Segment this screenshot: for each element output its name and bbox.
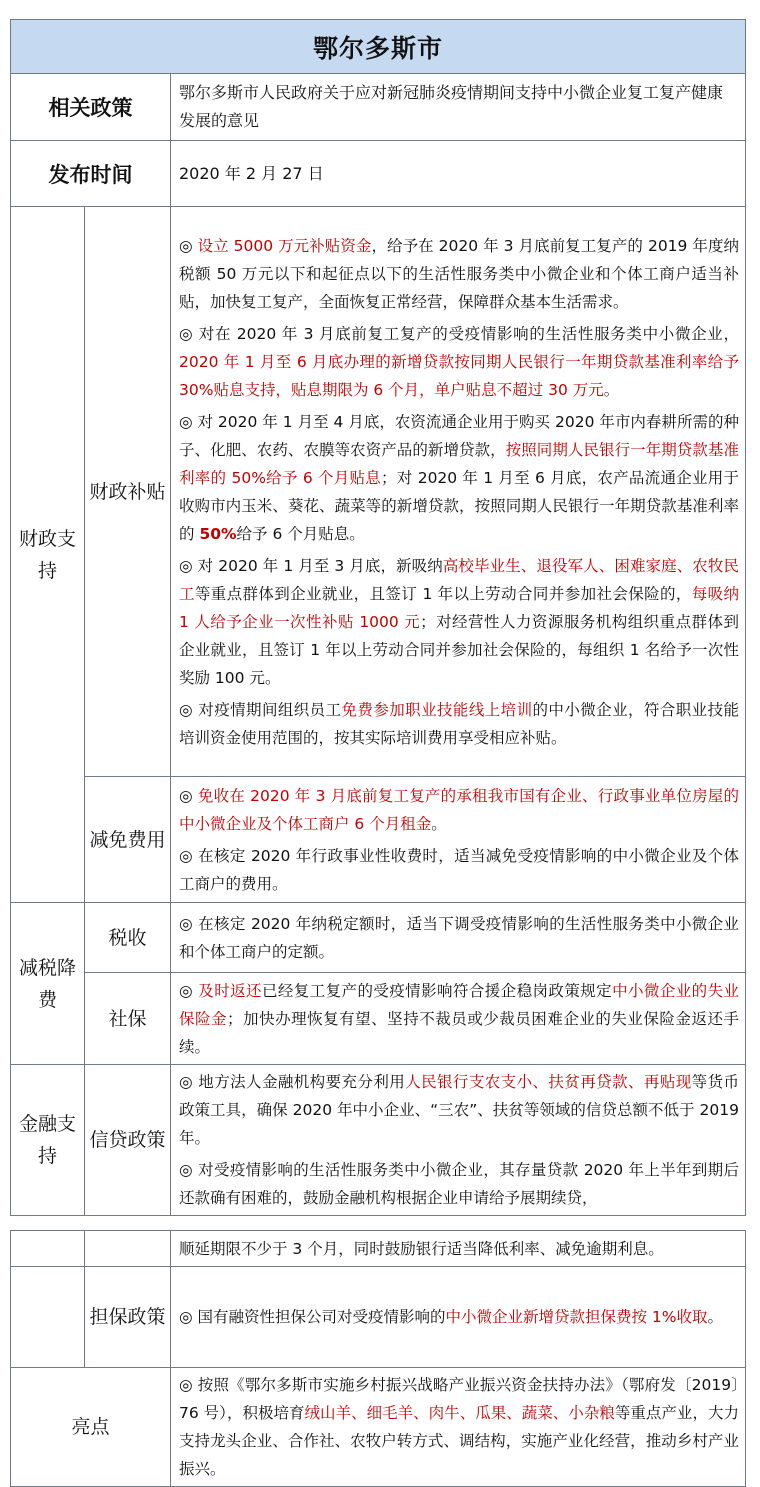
policy-table: [10, 19, 746, 1216]
fee-item-1: ◎ 免收在 2020 年 3 月底前复工复产的承租我市国有企业、行政事业单位房屋的中小微企业及个体工商户 6 个月租金。: [179, 786, 739, 833]
social-security-item-1: ◎ 及时返还已经复工复产的受疫情影响符合援企稳岗政策规定中小微企业的失业保险金；加快办理恢复有望、坚持不裁员或少裁员困难企业的失业保险金返还手续。: [179, 981, 739, 1056]
guarantee-items: [171, 1267, 746, 1368]
policy-label: 相关政策: [11, 74, 171, 141]
social-security-items: [171, 973, 746, 1065]
policy-table-continued: [10, 1230, 746, 1487]
subsidy-item-5: ◎ 对疫情期间组织员工免费参加职业技能线上培训的中小微企业，符合职业技能培训资金使用范围的，按其实际培训费用享受相应补贴。: [179, 700, 739, 747]
category-highlight: 亮点: [11, 1368, 171, 1487]
subcategory-subsidy: 财政补贴: [85, 207, 171, 777]
subcategory-fee-relief: 减免费用: [85, 777, 171, 903]
fee-item-2: ◎ 在核定 2020 年行政事业性收费时，适当减免受疫情影响的中小微企业及个体工商户的费用。: [179, 846, 739, 893]
tax-items: [171, 903, 746, 973]
subsidy-item-1: ◎ 设立 5000 万元补贴资金，给予在 2020 年 3 月底前复工复产的 2019 年度纳税额 50 万元以下和起征点以下的生活性服务类中小微企业和个体工商户适当补贴，加快复工复产，全面恢复正常经营，保障群众基本生活需求。: [179, 236, 739, 311]
subsidy-item-4: ◎ 对 2020 年 1 月至 3 月底，新吸纳高校毕业生、退役军人、困难家庭、农牧民工等重点群体到企业就业，且签订 1 年以上劳动合同并参加社会保险的，每吸纳 1 人给予企业一次性补贴 1000 元；对经营性人力资源服务机构组织重点群体到企业就业，且签订 1 年以上劳动合同并参加社会保险的，每组织 1 名给予一次性奖励 100 元。: [179, 556, 739, 687]
credit-item-2: ◎ 对受疫情影响的生活性服务类中小微企业，其存量贷款 2020 年上半年到期后还款确有困难的，鼓励金融机构根据企业申请给予展期续贷，: [179, 1161, 739, 1207]
policy-value: 鄂尔多斯市人民政府关于应对新冠肺炎疫情期间支持中小微企业复工复产健康发展的意见: [171, 74, 746, 141]
date-label: 发布时间: [11, 141, 171, 207]
credit-continued-empty: [85, 1231, 171, 1267]
subcategory-guarantee: 担保政策: [85, 1267, 171, 1368]
highlight-item-1: ◎ 按照《鄂尔多斯市实施乡村振兴战略产业振兴资金扶持办法》（鄂府发〔2019〕76 号），积极培育绒山羊、细毛羊、肉牛、瓜果、蔬菜、小杂粮等重点产业，大力支持龙头企业、合作社、农牧户转方式、调结构，实施产业化经营，推动乡村产业振兴。: [179, 1376, 739, 1478]
subsidy-items: [171, 207, 746, 777]
finance-continued-empty-2: [11, 1267, 85, 1368]
date-value: 2020 年 2 月 27 日: [171, 141, 746, 207]
fee-relief-items: [171, 777, 746, 903]
city-title: 鄂尔多斯市: [11, 20, 746, 74]
subcategory-tax: 税收: [85, 903, 171, 973]
finance-continued-empty: [11, 1231, 85, 1267]
subcategory-credit: 信贷政策: [85, 1065, 171, 1216]
category-finance: 金融支持: [11, 1065, 85, 1216]
credit-item-2-continued: 顺延期限不少于 3 个月，同时鼓励银行适当降低利率、减免逾期利息。: [171, 1231, 746, 1267]
subsidy-item-2: ◎ 对在 2020 年 3 月底前复工复产的受疫情影响的生活性服务类中小微企业，2020 年 1 月至 6 月底办理的新增贷款按同期人民银行一年期贷款基准利率给予 30%贴息支持，贴息期限为 6 个月，单户贴息不超过 30 万元。: [179, 324, 739, 399]
category-tax: 减税降费: [11, 903, 85, 1065]
highlight-items: [171, 1368, 746, 1487]
subcategory-social-security: 社保: [85, 973, 171, 1065]
credit-item-1: ◎ 地方法人金融机构要充分利用人民银行支农支小、扶贫再贷款、再贴现等货币政策工具，确保 2020 年中小企业、“三农”、扶贫等领域的信贷总额不低于 2019 年。: [179, 1073, 739, 1147]
credit-items: [171, 1065, 746, 1216]
tax-item-1: ◎ 在核定 2020 年纳税定额时，适当下调受疫情影响的生活性服务类中小微企业和个体工商户的定额。: [179, 914, 739, 961]
category-fiscal: 财政支持: [11, 207, 85, 903]
subsidy-item-3: ◎ 对 2020 年 1 月至 4 月底，农资流通企业用于购买 2020 年市内春耕所需的种子、化肥、农药、农膜等农资产品的新增贷款，按照同期人民银行一年期贷款基准利率的 50%给予 6 个月贴息；对 2020 年 1 月至 6 月底，农产品流通企业用于收购市内玉米、葵花、蔬菜等的新增贷款，按照同期人民银行一年期贷款基准利率的 50%给予 6 个月贴息。: [179, 412, 739, 543]
guarantee-item-1: ◎ 国有融资性担保公司对受疫情影响的中小微企业新增贷款担保费按 1%收取。: [179, 1308, 723, 1326]
